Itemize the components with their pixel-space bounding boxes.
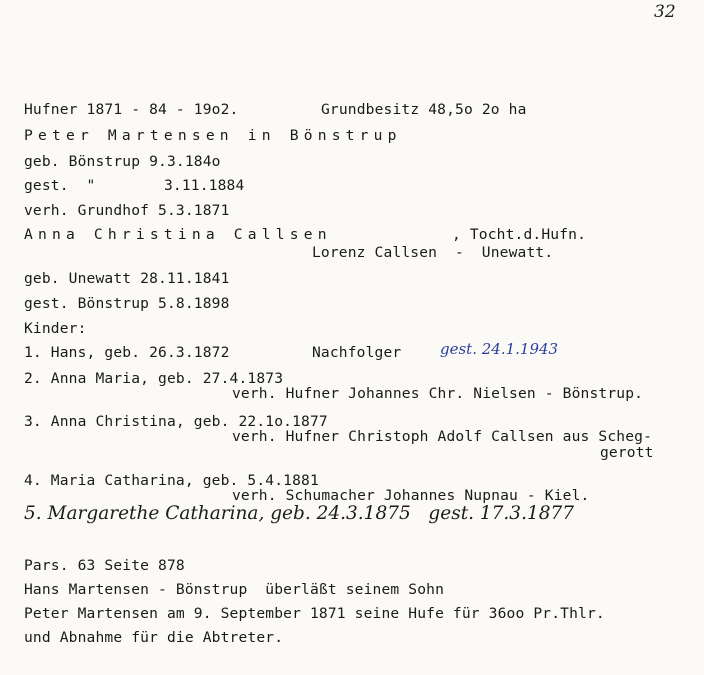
footer-transfer: Hans Martensen - Bönstrup überläßt seinem Sohn <box>24 581 445 598</box>
child-3-marriage: verh. Hufner Christoph Adolf Callsen aus Scheg- <box>232 428 653 445</box>
owner-name-line: Peter Martensen in Bönstrup <box>24 127 402 144</box>
child-4-marriage: verh. Schumacher Johannes Nupnau - Kiel. <box>232 487 590 504</box>
child-1: 1. Hans, geb. 26.3.1872 <box>24 344 230 361</box>
children-heading: Kinder: <box>24 320 87 337</box>
child-5-handwritten: 5. Margarethe Catharina, geb. 24.3.1875 gest. 17.3.1877 <box>24 503 575 524</box>
child-3-marriage-cont: gerott <box>600 444 654 461</box>
child-4: 4. Maria Catharina, geb. 5.4.1881 <box>24 472 319 489</box>
header-property: Grundbesitz 48,5o 2o ha <box>321 101 527 118</box>
wife-death: gest. Bönstrup 5.8.1898 <box>24 295 230 312</box>
birth-line: geb. Bönstrup 9.3.184o <box>24 153 221 170</box>
wife-name-suffix: , Tocht.d.Hufn. <box>452 226 587 243</box>
footer-reference: Pars. 63 Seite 878 <box>24 557 185 574</box>
wife-father: Lorenz Callsen - Unewatt. <box>312 244 554 261</box>
wife-birth: geb. Unewatt 28.11.1841 <box>24 270 230 287</box>
footer-terms-cont: und Abnahme für die Abtreter. <box>24 629 284 646</box>
page-number: 32 <box>654 2 676 22</box>
death-date: 3.11.1884 <box>164 177 245 194</box>
child-2: 2. Anna Maria, geb. 27.4.1873 <box>24 370 284 387</box>
footer-terms: Peter Martensen am 9. September 1871 seine Hufe für 36oo Pr.Thlr. <box>24 605 605 622</box>
wife-name: Anna Christina Callsen <box>24 226 332 243</box>
child-3: 3. Anna Christina, geb. 22.1o.1877 <box>24 413 328 430</box>
child-1-note: Nachfolger <box>312 344 402 361</box>
child-1-handwritten-annotation: gest. 24.1.1943 <box>440 340 559 358</box>
child-2-marriage: verh. Hufner Johannes Chr. Nielsen - Bönstrup. <box>232 385 644 402</box>
death-label: gest. " <box>24 177 96 194</box>
marriage-line: verh. Grundhof 5.3.1871 <box>24 202 230 219</box>
header-title: Hufner 1871 - 84 - 19o2. <box>24 101 239 118</box>
